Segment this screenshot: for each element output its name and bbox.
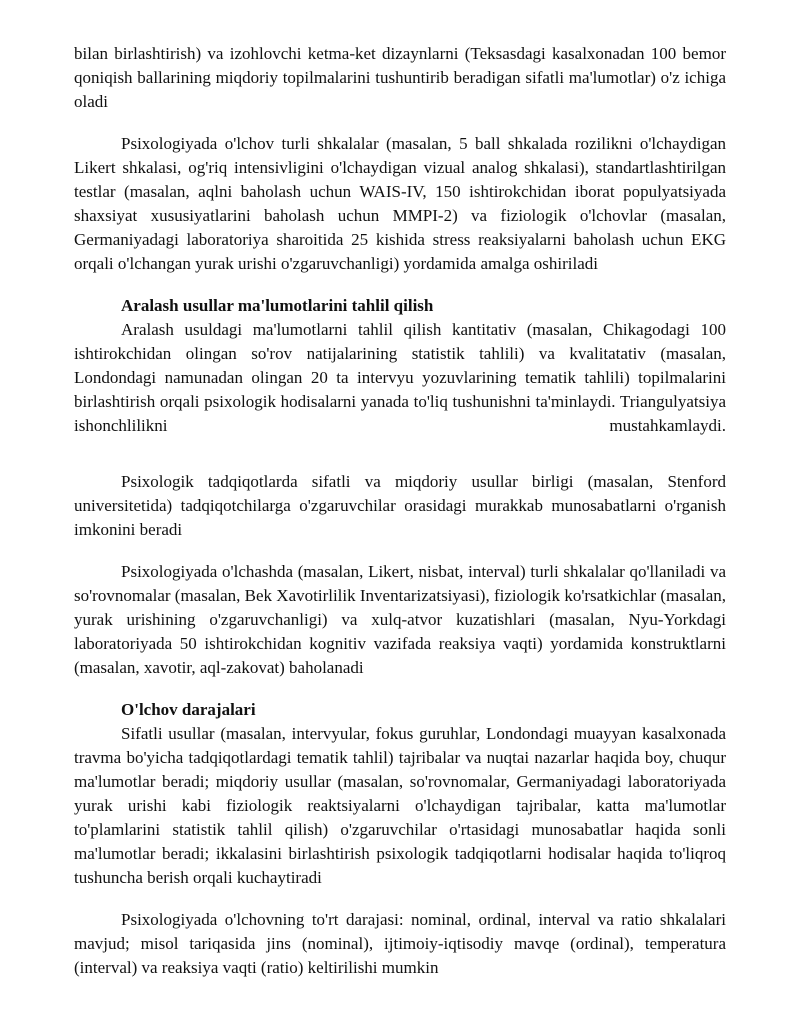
paragraph-6: Sifatli usullar (masalan, intervyular, fokus guruhlar, Londondagi muayyan kasalxonada travma bo'yicha tadqiqotlardagi tematik tahlil) tajribalar va nuqtai nazarlar haqida boy, chuqur ma'lumotlar beradi; miqdoriy usullar (masalan, so'rovnomalar, Germaniyadagi laboratoriyada yurak urishi kabi fiziologik reaktsiyalarni o'lchaydigan tajribalar, katta ma'lumotlar to'plamlarini statistik tahlil qilish) o'zgaruvchilar o'rtasidagi munosabatlar haqida sonli ma'lumotlar beradi; ikkalasini birlashtirish psixologik tadqiqotlarni hodisalar haqida to'liqroq tushuncha berish orqali kuchaytiradi — [74, 724, 726, 887]
paragraph-2: Psixologiyada o'lchov turli shkalalar (masalan, 5 ball shkalada rozilikni o'lchaydigan Likert shkalasi, og'riq intensivligini o'lchaydigan vizual analog shkalasi), standartlashtirilgan testlar (masalan, aqlni baholash uchun WAIS-IV, 150 ishtirokchidan iborat populyatsiyada shaxsiyat xususiyatlarini baholash uchun MMPI-2) va fiziologik o'lchovlar (masalan, Germaniyadagi laboratoriya sharoitida 25 kishida stress reaksiyalarni baholash uchun EKG orqali o'lchangan yurak urishi o'zgaruvchanligi) yordamida amalga oshiriladi — [74, 134, 726, 273]
paragraph-7: Psixologiyada o'lchovning to'rt darajasi: nominal, ordinal, interval va ratio shkalalari mavjud; misol tariqasida jins (nominal), ijtimoiy-iqtisodiy mavqe (ordinal), temperatura (interval) va reaksiya vaqti (ratio) keltirilishi mumkin — [74, 910, 726, 977]
paragraph-4: Psixologik tadqiqotlarda sifatli va miqdoriy usullar birligi (masalan, Stenford universitetida) tadqiqotchilarga o'zgaruvchilar orasidagi murakkab munosabatlarni o'rganish imkonini beradi — [74, 472, 726, 539]
heading-mixed-methods: Aralash usullar ma'lumotlarini tahlil qilish — [121, 296, 434, 315]
heading-measurement-levels: O'lchov darajalari — [121, 700, 256, 719]
document-page — [74, 42, 726, 980]
paragraph-3: Aralash usuldagi ma'lumotlarni tahlil qilish kantitativ (masalan, Chikagodagi 100 ishtirokchidan olingan so'rov natijalarining statistik tahlili) va kvalitatativ (masalan, Londondagi namunadan olingan 20 ta intervyu yozuvlarining tematik tahlili) topilmalarini birlashtirish orqali psixologik hodisalarni yanada to'liq tushunishni ta'minlaydi. Triangulyatsiya ishonchlilikni mustahkamlaydi. — [74, 320, 726, 435]
paragraph-1: bilan birlashtirish) va izohlovchi ketma-ket dizaynlarni (Teksasdagi kasalxonadan 100 bemor qoniqish ballarining miqdoriy topilmalarini tushuntirib beradigan sifatli ma'lumotlar) o'z ichiga oladi — [74, 44, 726, 111]
paragraph-5: Psixologiyada o'lchashda (masalan, Likert, nisbat, interval) turli shkalalar qo'llaniladi va so'rovnomalar (masalan, Bek Xavotirlilik Inventarizatsiyasi), fiziologik ko'rsatkichlar (masalan, yurak urishining o'zgaruvchanligi) va xulq-atvor kuzatishlari (masalan, Nyu-Yorkdagi laboratoriyada 50 ishtirokchidan kognitiv vazifada reaksiya vaqti) yordamida konstruktlarni (masalan, xavotir, aql-zakovat) baholanadi — [74, 562, 726, 677]
